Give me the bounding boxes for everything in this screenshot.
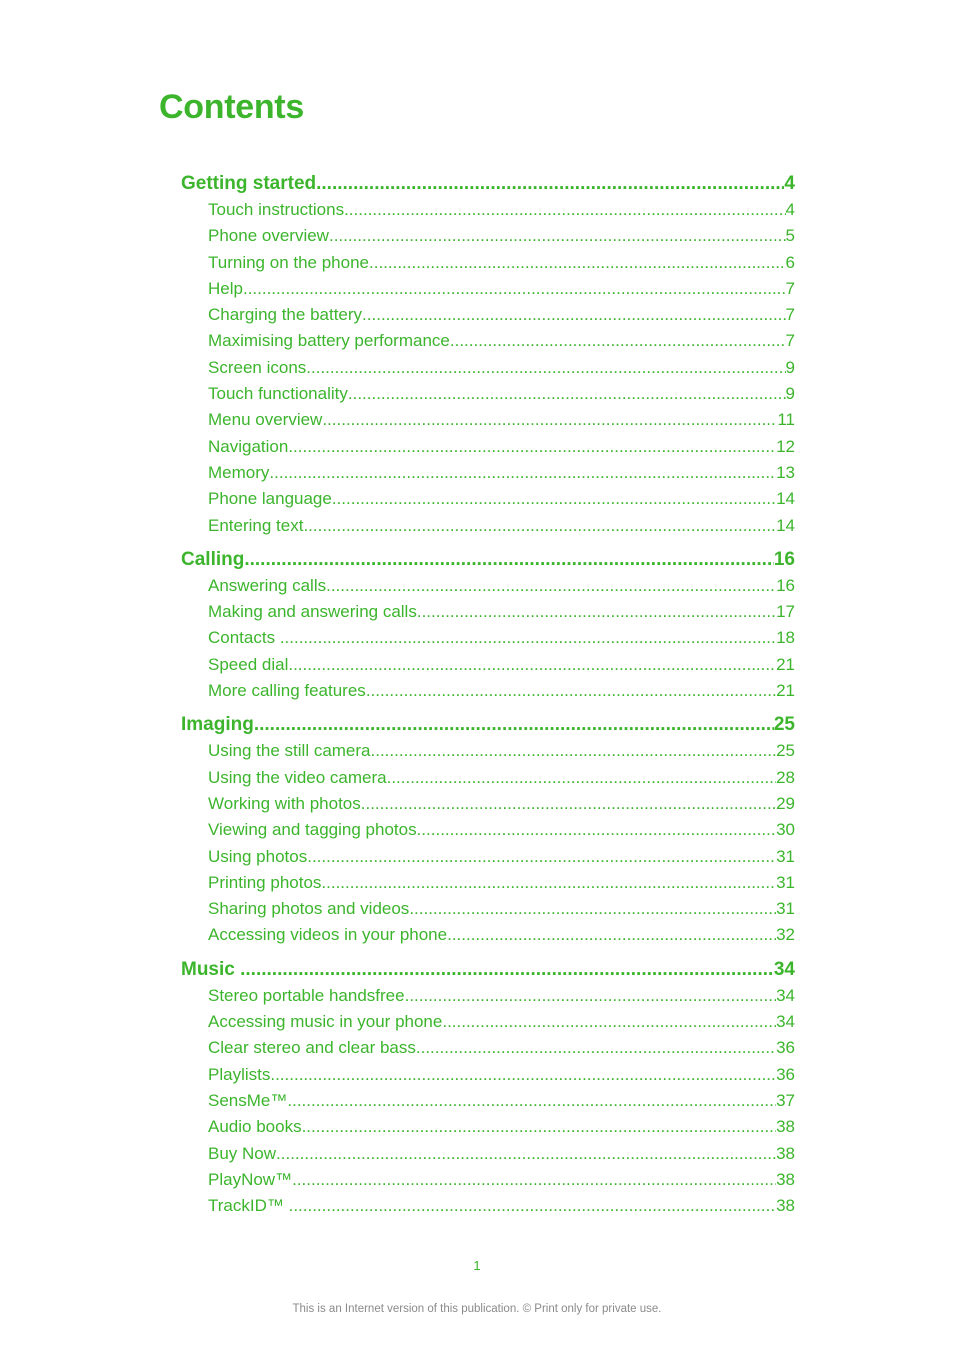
toc-section: [181, 546, 795, 704]
toc-entry[interactable]: [181, 223, 795, 249]
toc-entry[interactable]: [181, 922, 795, 948]
toc-entry-title: Buy Now: [208, 1143, 277, 1163]
dot-leader: [405, 983, 776, 1009]
toc-entry-title: Screen icons: [208, 357, 307, 377]
toc-section-heading[interactable]: [181, 546, 795, 573]
toc-entry-title: Using the still camera: [208, 741, 371, 761]
toc-entry[interactable]: [181, 513, 795, 539]
toc-entry[interactable]: [181, 197, 795, 223]
toc-entry-title: Printing photos: [208, 872, 322, 892]
page-title: Contents: [159, 88, 304, 126]
toc-entry-title: Making and answering calls: [208, 602, 417, 622]
dot-leader: [442, 1009, 776, 1035]
dot-leader: [292, 1167, 776, 1193]
toc-entry-title: Maximising battery performance: [208, 331, 450, 351]
toc-page-number: 7: [785, 278, 795, 298]
toc-entry[interactable]: [181, 625, 795, 651]
toc-entry-title: Charging the battery: [208, 305, 363, 325]
dot-leader: [270, 1062, 776, 1088]
toc-entry-title: Answering calls: [208, 575, 327, 595]
dot-leader: [316, 170, 784, 197]
toc-entry[interactable]: [181, 678, 795, 704]
toc-page-number: 5: [785, 226, 795, 246]
toc-entry-title: Phone overview: [208, 226, 329, 246]
toc-page-number: 38: [776, 1117, 795, 1137]
toc-entry[interactable]: [181, 381, 795, 407]
toc-page-number: 38: [776, 1169, 795, 1189]
toc-entry[interactable]: [181, 738, 795, 764]
toc-entry-title: Contacts: [208, 628, 280, 648]
dot-leader: [361, 791, 776, 817]
toc-entry-title: Memory: [208, 462, 270, 482]
dot-leader: [307, 844, 776, 870]
toc-page-number: 7: [785, 331, 795, 351]
toc-entry-title: Accessing videos in your phone: [208, 925, 448, 945]
toc-section-heading[interactable]: [181, 170, 795, 197]
toc-page-number: 18: [776, 628, 795, 648]
toc-entry[interactable]: [181, 434, 795, 460]
toc-entry-title: PlayNow™: [208, 1169, 293, 1189]
toc-page-number: 25: [773, 714, 795, 736]
toc-entry-title: Entering text: [208, 515, 304, 535]
toc-page-number: 28: [776, 767, 795, 787]
toc-page-number: 31: [776, 899, 795, 919]
dot-leader: [371, 738, 777, 764]
toc-entry-title: Stereo portable handsfree: [208, 985, 405, 1005]
dot-leader: [269, 460, 776, 486]
toc-entry[interactable]: [181, 1114, 795, 1140]
toc-page-number: 14: [776, 489, 795, 509]
dot-leader: [240, 956, 774, 983]
dot-leader: [387, 765, 776, 791]
toc-entry-title: Using photos: [208, 846, 308, 866]
dot-leader: [409, 896, 776, 922]
toc-entry-title: Menu overview: [208, 410, 323, 430]
toc-page-number: 4: [785, 200, 795, 219]
toc-entry-title: TrackID™: [208, 1196, 289, 1216]
toc-entry-title: Using the video camera: [208, 767, 387, 787]
toc-page-number: 21: [776, 681, 795, 701]
toc-page-number: 34: [773, 958, 795, 980]
dot-leader: [326, 573, 776, 599]
toc-page-number: 7: [785, 305, 795, 325]
dot-leader: [348, 381, 786, 407]
table-of-contents: [181, 170, 795, 1226]
toc-entry[interactable]: [181, 1193, 795, 1219]
toc-page-number: 12: [776, 436, 795, 456]
dot-leader: [289, 1193, 776, 1219]
dot-leader: [332, 486, 776, 512]
toc-entry-title: Turning on the phone: [208, 252, 369, 272]
dot-leader: [288, 434, 776, 460]
toc-entry[interactable]: [181, 1035, 795, 1061]
dot-leader: [280, 625, 776, 651]
toc-entry[interactable]: [181, 486, 795, 512]
toc-entry[interactable]: [181, 276, 795, 302]
toc-entry-title: Help: [208, 278, 243, 298]
toc-entry[interactable]: [181, 302, 795, 328]
toc-page-number: 4: [784, 173, 795, 194]
toc-section-title: Imaging: [181, 714, 254, 736]
toc-entry[interactable]: [181, 460, 795, 486]
toc-entry[interactable]: [181, 791, 795, 817]
toc-entry[interactable]: [181, 355, 795, 381]
toc-page-number: 32: [776, 925, 795, 945]
toc-page-number: 38: [776, 1196, 795, 1216]
dot-leader: [276, 1141, 776, 1167]
toc-entry[interactable]: [181, 1062, 795, 1088]
dot-leader: [344, 197, 785, 223]
toc-page-number: 25: [776, 741, 795, 761]
toc-page-number: 9: [785, 357, 795, 377]
toc-page-number: 36: [776, 1064, 795, 1084]
dot-leader: [322, 407, 777, 433]
toc-entry-title: Working with photos: [208, 793, 361, 813]
toc-entry-title: SensMe™: [208, 1090, 288, 1110]
dot-leader: [302, 1114, 777, 1140]
toc-entry-title: More calling features: [208, 681, 366, 701]
toc-entry-title: Speed dial: [208, 654, 289, 674]
toc-entry[interactable]: [181, 765, 795, 791]
toc-entry[interactable]: [181, 844, 795, 870]
toc-entry[interactable]: [181, 1009, 795, 1035]
dot-leader: [329, 223, 786, 249]
toc-entry[interactable]: [181, 328, 795, 354]
toc-page-number: 29: [776, 793, 795, 813]
toc-section-heading[interactable]: [181, 956, 795, 983]
toc-entry-title: Playlists: [208, 1064, 271, 1084]
toc-entry[interactable]: [181, 817, 795, 843]
toc-entry-title: Accessing music in your phone: [208, 1012, 443, 1032]
toc-section-title: Getting started: [181, 173, 317, 194]
dot-leader: [362, 302, 785, 328]
toc-section: [181, 956, 795, 1220]
dot-leader: [288, 652, 776, 678]
toc-page-number: 37: [776, 1090, 795, 1110]
toc-section: [181, 170, 795, 539]
toc-section-title: Music: [181, 958, 241, 980]
dot-leader: [243, 276, 786, 302]
toc-page-number: 11: [777, 410, 795, 430]
toc-entry-title: Sharing photos and videos: [208, 899, 410, 919]
toc-entry[interactable]: [181, 250, 795, 276]
dot-leader: [417, 599, 776, 625]
toc-section-title: Calling: [181, 548, 245, 570]
footer-notice: This is an Internet version of this publication. © Print only for private use.: [292, 1303, 662, 1315]
toc-entry[interactable]: [181, 1088, 795, 1114]
toc-page-number: 31: [776, 872, 795, 892]
toc-page-number: 34: [776, 985, 795, 1005]
toc-entry[interactable]: [181, 983, 795, 1009]
toc-section: [181, 711, 795, 948]
toc-page-number: 21: [776, 654, 795, 674]
dot-leader: [366, 678, 776, 704]
dot-leader: [447, 922, 776, 948]
dot-leader: [303, 513, 776, 539]
toc-entry-title: Phone language: [208, 489, 332, 509]
dot-leader: [369, 250, 786, 276]
toc-entry-title: Audio books: [208, 1117, 302, 1137]
toc-page-number: 9: [785, 384, 795, 404]
toc-page-number: 6: [785, 252, 795, 272]
dot-leader: [450, 328, 786, 354]
toc-entry[interactable]: [181, 870, 795, 896]
toc-page-number: 16: [776, 575, 795, 595]
page-number: 1: [473, 1258, 481, 1273]
toc-entry[interactable]: [181, 1141, 795, 1167]
dot-leader: [417, 817, 777, 843]
toc-entry[interactable]: [181, 573, 795, 599]
toc-page-number: 36: [776, 1038, 795, 1058]
toc-page-number: 38: [776, 1143, 795, 1163]
toc-page-number: 14: [776, 515, 795, 535]
toc-entry-title: Touch functionality: [208, 384, 348, 404]
dot-leader: [287, 1088, 776, 1114]
toc-entry-title: Clear stereo and clear bass: [208, 1038, 416, 1058]
toc-page-number: 34: [776, 1012, 795, 1032]
toc-page-number: 13: [776, 462, 795, 482]
dot-leader: [321, 870, 776, 896]
toc-page-number: 17: [776, 602, 795, 622]
dot-leader: [254, 711, 774, 738]
toc-entry[interactable]: [181, 652, 795, 678]
toc-entry-title: Viewing and tagging photos: [208, 820, 417, 840]
toc-page-number: 16: [773, 548, 795, 570]
toc-entry[interactable]: [181, 407, 795, 433]
toc-entry-title: Touch instructions: [208, 200, 345, 219]
toc-entry[interactable]: [181, 896, 795, 922]
toc-entry[interactable]: [181, 1167, 795, 1193]
dot-leader: [306, 355, 785, 381]
toc-entry-title: Navigation: [208, 436, 289, 456]
toc-section-heading[interactable]: [181, 711, 795, 738]
dot-leader: [244, 546, 774, 573]
toc-entry[interactable]: [181, 599, 795, 625]
toc-page-number: 30: [776, 820, 795, 840]
dot-leader: [416, 1035, 776, 1061]
toc-page-number: 31: [776, 846, 795, 866]
